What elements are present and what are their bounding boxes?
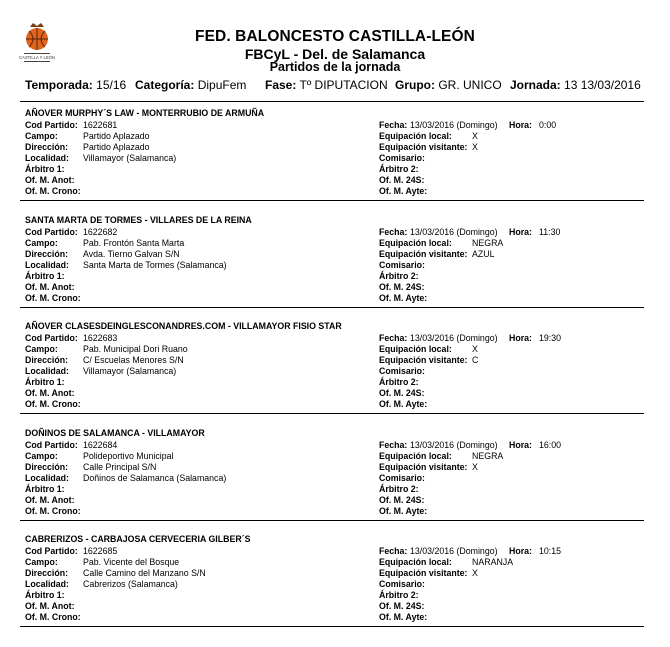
match-divider	[20, 307, 644, 308]
time-label: Hora:	[509, 120, 532, 130]
match-row-scorer	[25, 388, 640, 399]
code-value: 1622685	[83, 546, 118, 556]
round-value: 13 13/03/2016	[564, 78, 641, 92]
away-kit-value: X	[472, 142, 478, 152]
town-value: Villamayor (Salamanca)	[83, 366, 177, 376]
timer-label: Of. M. Crono:	[25, 505, 81, 516]
match-title: AÑOVER CLASESDEINGLESCONANDRES.COM - VILLAMAYOR FISIO STAR	[25, 321, 342, 331]
date-value: 13/03/2016 (Domingo)	[410, 439, 498, 450]
venue-value: Pab. Municipal Dori Ruano	[83, 344, 188, 354]
match-row-venue	[25, 557, 640, 568]
address-value: Calle Principal S/N	[83, 461, 157, 472]
referee-1-label: Árbitro 1:	[25, 164, 65, 174]
venue-value: Pab. Vicente del Bosque	[83, 557, 180, 567]
commissioner-label: Comisario:	[379, 153, 425, 163]
match-row-code	[25, 333, 640, 344]
address-label: Dirección:	[25, 355, 69, 365]
town-value: Doñinos de Salamanca (Salamanca)	[83, 472, 227, 483]
away-kit-value: AZUL	[472, 248, 495, 259]
away-kit-label: Equipación visitante:	[379, 142, 468, 152]
category-label: Categoría:	[135, 78, 195, 92]
round-label: Jornada:	[510, 78, 561, 92]
address-value: Calle Camino del Manzano S/N	[83, 568, 206, 578]
assistant-label: Of. M. Ayte:	[379, 399, 428, 409]
match-row-code	[25, 546, 640, 557]
page-subtitle: Partidos de la jornada	[269, 60, 401, 74]
away-kit-label: Equipación visitante:	[379, 355, 468, 365]
address-value: C/ Escuelas Menores S/N	[83, 355, 184, 365]
home-kit-label: Equipación local:	[379, 131, 452, 141]
home-kit-value: NEGRA	[472, 237, 504, 248]
match-row-town	[25, 260, 640, 271]
code-value: 1622682	[83, 226, 118, 237]
season-label: Temporada:	[25, 78, 93, 92]
match-row-address	[25, 249, 640, 260]
date-label: Fecha:	[379, 439, 408, 450]
match-row-referees	[25, 590, 640, 601]
match-row-scorer	[25, 495, 640, 506]
home-kit-value: NEGRA	[472, 450, 504, 461]
home-kit-label: Equipación local:	[379, 344, 452, 354]
town-value: Cabrerizos (Salamanca)	[83, 579, 178, 589]
time-value: 16:00	[539, 439, 562, 450]
venue-value: Pab. Frontón Santa Marta	[83, 237, 185, 248]
phase-value: Tº DIPUTACION	[299, 78, 388, 92]
match-row-code	[25, 120, 640, 131]
time-label: Hora:	[509, 546, 532, 556]
code-label: Cod Partido:	[25, 439, 78, 450]
timer-label: Of. M. Crono:	[25, 612, 81, 622]
shotclock-label: Of. M. 24S:	[379, 388, 425, 398]
match-title: CABRERIZOS - CARBAJOSA CERVECERIA GILBER´S	[25, 534, 251, 544]
match-row-timer	[25, 612, 640, 623]
timer-label: Of. M. Crono:	[25, 399, 81, 409]
match-block	[25, 534, 640, 640]
home-kit-label: Equipación local:	[379, 237, 452, 248]
assistant-label: Of. M. Ayte:	[379, 505, 428, 516]
match-row-address	[25, 142, 640, 153]
scorer-label: Of. M. Anot:	[25, 281, 75, 292]
shotclock-label: Of. M. 24S:	[379, 601, 425, 611]
timer-label: Of. M. Crono:	[25, 292, 81, 303]
assistant-label: Of. M. Ayte:	[379, 612, 428, 622]
assistant-label: Of. M. Ayte:	[379, 292, 428, 303]
town-label: Localidad:	[25, 259, 69, 270]
match-row-town	[25, 366, 640, 377]
away-kit-label: Equipación visitante:	[379, 248, 468, 259]
away-kit-label: Equipación visitante:	[379, 461, 468, 472]
time-value: 0:00	[539, 120, 557, 130]
address-value: Partido Aplazado	[83, 142, 150, 152]
referee-1-label: Árbitro 1:	[25, 483, 65, 494]
match-row-venue	[25, 238, 640, 249]
town-label: Localidad:	[25, 366, 69, 376]
match-row-referees	[25, 271, 640, 282]
date-label: Fecha:	[379, 226, 408, 237]
match-divider	[20, 520, 644, 521]
venue-label: Campo:	[25, 237, 58, 248]
season-value: 15/16	[96, 78, 127, 92]
match-row-town	[25, 473, 640, 484]
referee-2-label: Árbitro 2:	[379, 483, 419, 494]
match-row-referees	[25, 164, 640, 175]
date-label: Fecha:	[379, 333, 408, 343]
away-kit-value: C	[472, 355, 479, 365]
match-title: SANTA MARTA DE TORMES - VILLARES DE LA REINA	[25, 214, 252, 225]
address-label: Dirección:	[25, 248, 69, 259]
logo-text: CASTILLA Y LEÓN	[19, 55, 55, 60]
venue-label: Campo:	[25, 131, 58, 141]
time-value: 11:30	[539, 226, 561, 237]
match-divider	[20, 413, 644, 414]
town-label: Localidad:	[25, 579, 69, 589]
date-value: 13/03/2016 (Domingo)	[410, 333, 498, 343]
code-value: 1622681	[83, 120, 118, 130]
commissioner-label: Comisario:	[379, 579, 425, 589]
home-kit-value: X	[472, 344, 478, 354]
match-row-scorer	[25, 282, 640, 293]
match-row-venue	[25, 344, 640, 355]
match-block	[25, 215, 640, 321]
town-value: Villamayor (Salamanca)	[83, 153, 177, 163]
phase-label: Fase:	[265, 78, 297, 92]
date-value: 13/03/2016 (Domingo)	[410, 120, 498, 130]
address-label: Dirección:	[25, 461, 69, 472]
venue-value: Polideportivo Municipal	[83, 450, 174, 461]
venue-label: Campo:	[25, 450, 58, 461]
match-divider	[20, 626, 644, 627]
category-value: DipuFem	[197, 78, 247, 92]
match-row-referees	[25, 484, 640, 495]
date-label: Fecha:	[379, 120, 408, 130]
match-row-timer	[25, 293, 640, 304]
scorer-label: Of. M. Anot:	[25, 175, 75, 185]
match-row-address	[25, 568, 640, 579]
code-label: Cod Partido:	[25, 546, 78, 556]
match-row-venue	[25, 451, 640, 462]
date-value: 13/03/2016 (Domingo)	[410, 546, 498, 556]
time-value: 19:30	[539, 333, 562, 343]
home-kit-label: Equipación local:	[379, 557, 452, 567]
code-value: 1622683	[83, 333, 118, 343]
match-block	[25, 428, 640, 534]
referee-2-label: Árbitro 2:	[379, 590, 419, 600]
match-row-town	[25, 579, 640, 590]
date-label: Fecha:	[379, 546, 408, 556]
away-kit-value: X	[472, 568, 478, 578]
shotclock-label: Of. M. 24S:	[379, 494, 425, 505]
match-title: DOÑINOS DE SALAMANCA - VILLAMAYOR	[25, 427, 205, 438]
code-value: 1622684	[83, 439, 118, 450]
date-value: 13/03/2016 (Domingo)	[410, 226, 498, 237]
match-row-timer	[25, 186, 640, 197]
home-kit-label: Equipación local:	[379, 450, 452, 461]
code-label: Cod Partido:	[25, 120, 78, 130]
match-row-scorer	[25, 175, 640, 186]
venue-label: Campo:	[25, 557, 58, 567]
time-label: Hora:	[509, 333, 532, 343]
town-label: Localidad:	[25, 472, 69, 483]
delegation-name: FBCyL - Del. de Salamanca	[244, 46, 426, 62]
match-row-venue	[25, 131, 640, 142]
match-block	[25, 108, 640, 214]
commissioner-label: Comisario:	[379, 259, 425, 270]
match-row-timer	[25, 506, 640, 517]
match-row-code	[25, 440, 640, 451]
scorer-label: Of. M. Anot:	[25, 494, 75, 505]
referee-2-label: Árbitro 2:	[379, 164, 419, 174]
match-row-scorer	[25, 601, 640, 612]
address-label: Dirección:	[25, 142, 69, 152]
town-label: Localidad:	[25, 153, 69, 163]
header-divider	[20, 101, 644, 102]
commissioner-label: Comisario:	[379, 366, 425, 376]
referee-2-label: Árbitro 2:	[379, 270, 419, 281]
referee-1-label: Árbitro 1:	[25, 377, 65, 387]
away-kit-value: X	[472, 461, 478, 472]
time-value: 10:15	[539, 546, 562, 556]
venue-value: Partido Aplazado	[83, 131, 150, 141]
home-kit-value: X	[472, 131, 478, 141]
code-label: Cod Partido:	[25, 333, 78, 343]
timer-label: Of. M. Crono:	[25, 186, 81, 196]
match-title: AÑOVER MURPHY´S LAW - MONTERRUBIO DE ARMUÑA	[25, 108, 265, 118]
referee-1-label: Árbitro 1:	[25, 270, 65, 281]
match-row-timer	[25, 399, 640, 410]
assistant-label: Of. M. Ayte:	[379, 186, 428, 196]
referee-1-label: Árbitro 1:	[25, 590, 65, 600]
home-kit-value: NARANJA	[472, 557, 514, 567]
time-label: Hora:	[509, 439, 532, 450]
match-row-address	[25, 462, 640, 473]
shotclock-label: Of. M. 24S:	[379, 281, 425, 292]
referee-2-label: Árbitro 2:	[379, 377, 419, 387]
group-label: Grupo:	[395, 78, 435, 92]
time-label: Hora:	[509, 226, 532, 237]
match-block	[25, 321, 640, 427]
match-row-address	[25, 355, 640, 366]
shotclock-label: Of. M. 24S:	[379, 175, 425, 185]
away-kit-label: Equipación visitante:	[379, 568, 468, 578]
commissioner-label: Comisario:	[379, 472, 425, 483]
address-value: Avda. Tierno Galvan S/N	[83, 248, 180, 259]
scorer-label: Of. M. Anot:	[25, 388, 75, 398]
group-value: GR. UNICO	[438, 78, 502, 92]
code-label: Cod Partido:	[25, 226, 78, 237]
federation-name: FED. BALONCESTO CASTILLA-LEÓN	[195, 28, 475, 45]
address-label: Dirección:	[25, 568, 69, 578]
match-row-town	[25, 153, 640, 164]
match-divider	[20, 200, 644, 201]
town-value: Santa Marta de Tormes (Salamanca)	[83, 259, 227, 270]
venue-label: Campo:	[25, 344, 58, 354]
match-row-code	[25, 227, 640, 238]
scorer-label: Of. M. Anot:	[25, 601, 75, 611]
match-row-referees	[25, 377, 640, 388]
filter-bar	[25, 78, 645, 94]
